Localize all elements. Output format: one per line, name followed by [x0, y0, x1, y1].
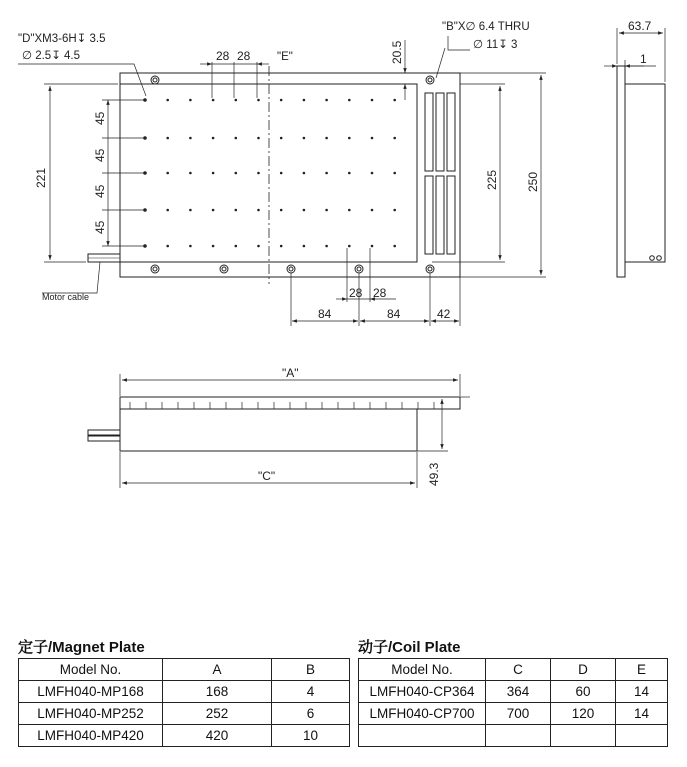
- tapped-hole: [166, 172, 169, 175]
- callout-b-line1: "B"X∅ 6.4 THRU: [442, 21, 530, 33]
- tapped-hole: [235, 245, 238, 248]
- cell-b: 6: [272, 703, 350, 725]
- header-model: Model No.: [359, 659, 486, 681]
- cell-a: 168: [163, 681, 272, 703]
- callout-b-line2: ∅ 11↧ 3: [473, 39, 518, 51]
- tapped-hole: [257, 172, 260, 175]
- tapped-hole: [257, 99, 260, 102]
- tapped-hole: [143, 171, 147, 175]
- magnet-plate-table: [18, 658, 350, 747]
- table-row: [359, 681, 668, 703]
- label-c: "C": [258, 469, 276, 483]
- dim-250: 250: [526, 171, 540, 192]
- cell-model: LMFH040-CP700: [359, 703, 486, 725]
- cell-e: 14: [616, 681, 668, 703]
- tapped-hole: [189, 99, 192, 102]
- tapped-hole: [393, 172, 396, 175]
- dim-221: 221: [34, 167, 48, 188]
- coil-plate-table: [358, 658, 668, 747]
- table-row: [19, 725, 350, 747]
- tapped-hole: [303, 245, 306, 248]
- table-row: [19, 681, 350, 703]
- tapped-hole: [371, 99, 374, 102]
- tapped-hole: [371, 137, 374, 140]
- tapped-hole: [235, 209, 238, 212]
- tapped-hole: [212, 245, 215, 248]
- top-view: [18, 36, 546, 326]
- magnet-table-title: 定子/Magnet Plate: [18, 639, 145, 656]
- tapped-hole: [393, 245, 396, 248]
- cell-model: [359, 725, 486, 747]
- dim-45-d: 45: [93, 220, 107, 234]
- dim-84-a: 84: [318, 307, 332, 321]
- tapped-hole: [189, 245, 192, 248]
- cell-a: 420: [163, 725, 272, 747]
- dim-28-top-b: 28: [237, 49, 251, 63]
- tapped-hole: [280, 172, 283, 175]
- tapped-hole: [189, 172, 192, 175]
- tapped-hole: [393, 209, 396, 212]
- tapped-hole: [325, 245, 328, 248]
- cell-b: 4: [272, 681, 350, 703]
- tapped-hole: [166, 245, 169, 248]
- dim-28-bot-b: 28: [373, 286, 387, 300]
- motor-cable-label: Motor cable: [42, 292, 90, 302]
- table-row: [19, 703, 350, 725]
- tapped-hole: [212, 99, 215, 102]
- tapped-hole: [143, 244, 147, 248]
- dim-49-3: 49.3: [427, 462, 441, 486]
- coil-hole-grid: [143, 98, 396, 248]
- tapped-hole: [257, 209, 260, 212]
- table-row: [359, 725, 668, 747]
- tapped-hole: [235, 172, 238, 175]
- cell-c: 700: [486, 703, 551, 725]
- header-model: Model No.: [19, 659, 163, 681]
- dim-42: 42: [437, 307, 451, 321]
- callout-d-line1: "D"XM3-6H↧ 3.5: [18, 33, 106, 45]
- dim-20-5: 20.5: [390, 40, 404, 64]
- tapped-hole: [212, 137, 215, 140]
- cell-b: 10: [272, 725, 350, 747]
- tapped-hole: [325, 99, 328, 102]
- tapped-hole: [371, 245, 374, 248]
- dim-63-7: 63.7: [628, 19, 652, 33]
- tapped-hole: [143, 208, 147, 212]
- cell-e: [616, 725, 668, 747]
- cell-d: 120: [551, 703, 616, 725]
- dim-45-a: 45: [93, 111, 107, 125]
- cell-a: 252: [163, 703, 272, 725]
- dim-1: 1: [640, 52, 647, 66]
- dim-28-bot-a: 28: [349, 286, 363, 300]
- cell-model: LMFH040-MP420: [19, 725, 163, 747]
- tapped-hole: [348, 172, 351, 175]
- cell-d: 60: [551, 681, 616, 703]
- tapped-hole: [143, 98, 147, 102]
- callout-d-line2: ∅ 2.5↧ 4.5: [22, 50, 81, 62]
- table-header-row: [19, 659, 350, 681]
- tapped-hole: [212, 209, 215, 212]
- cell-c: 364: [486, 681, 551, 703]
- dim-45-b: 45: [93, 148, 107, 162]
- tapped-hole: [143, 136, 147, 140]
- header-d: D: [551, 659, 616, 681]
- plate-holes: [151, 76, 434, 273]
- magnet-blocks: [425, 93, 455, 254]
- table-header-row: [359, 659, 668, 681]
- header-e: E: [616, 659, 668, 681]
- tapped-hole: [166, 99, 169, 102]
- label-a: "A": [282, 366, 299, 380]
- tapped-hole: [325, 137, 328, 140]
- tapped-hole: [348, 209, 351, 212]
- tapped-hole: [280, 99, 283, 102]
- header-b: B: [272, 659, 350, 681]
- dim-45-c: 45: [93, 184, 107, 198]
- tapped-hole: [280, 245, 283, 248]
- header-a: A: [163, 659, 272, 681]
- tapped-hole: [303, 137, 306, 140]
- tapped-hole: [325, 209, 328, 212]
- tapped-hole: [280, 209, 283, 212]
- dim-225: 225: [485, 169, 499, 190]
- tapped-hole: [371, 172, 374, 175]
- coil-table-title: 动子/Coil Plate: [358, 639, 461, 656]
- tapped-hole: [348, 137, 351, 140]
- label-e: "E": [277, 51, 293, 63]
- tapped-hole: [189, 137, 192, 140]
- tapped-hole: [303, 172, 306, 175]
- tapped-hole: [325, 172, 328, 175]
- tapped-hole: [393, 137, 396, 140]
- tapped-hole: [189, 209, 192, 212]
- cell-e: 14: [616, 703, 668, 725]
- tapped-hole: [257, 137, 260, 140]
- cell-model: LMFH040-MP168: [19, 681, 163, 703]
- tapped-hole: [257, 245, 260, 248]
- cell-d: [551, 725, 616, 747]
- cell-model: LMFH040-MP252: [19, 703, 163, 725]
- tapped-hole: [348, 99, 351, 102]
- tapped-hole: [235, 99, 238, 102]
- cell-model: LMFH040-CP364: [359, 681, 486, 703]
- tapped-hole: [166, 209, 169, 212]
- tapped-hole: [393, 99, 396, 102]
- header-c: C: [486, 659, 551, 681]
- tapped-hole: [166, 137, 169, 140]
- magnet-plate-outline: [120, 73, 460, 277]
- tapped-hole: [348, 245, 351, 248]
- dim-84-b: 84: [387, 307, 401, 321]
- table-row: [359, 703, 668, 725]
- dim-28-top-a: 28: [216, 49, 230, 63]
- front-view: [88, 374, 470, 488]
- tapped-hole: [235, 137, 238, 140]
- cell-c: [486, 725, 551, 747]
- tapped-hole: [280, 137, 283, 140]
- tapped-hole: [303, 209, 306, 212]
- tapped-hole: [212, 172, 215, 175]
- side-view: [604, 28, 665, 277]
- tapped-hole: [371, 209, 374, 212]
- tapped-hole: [303, 99, 306, 102]
